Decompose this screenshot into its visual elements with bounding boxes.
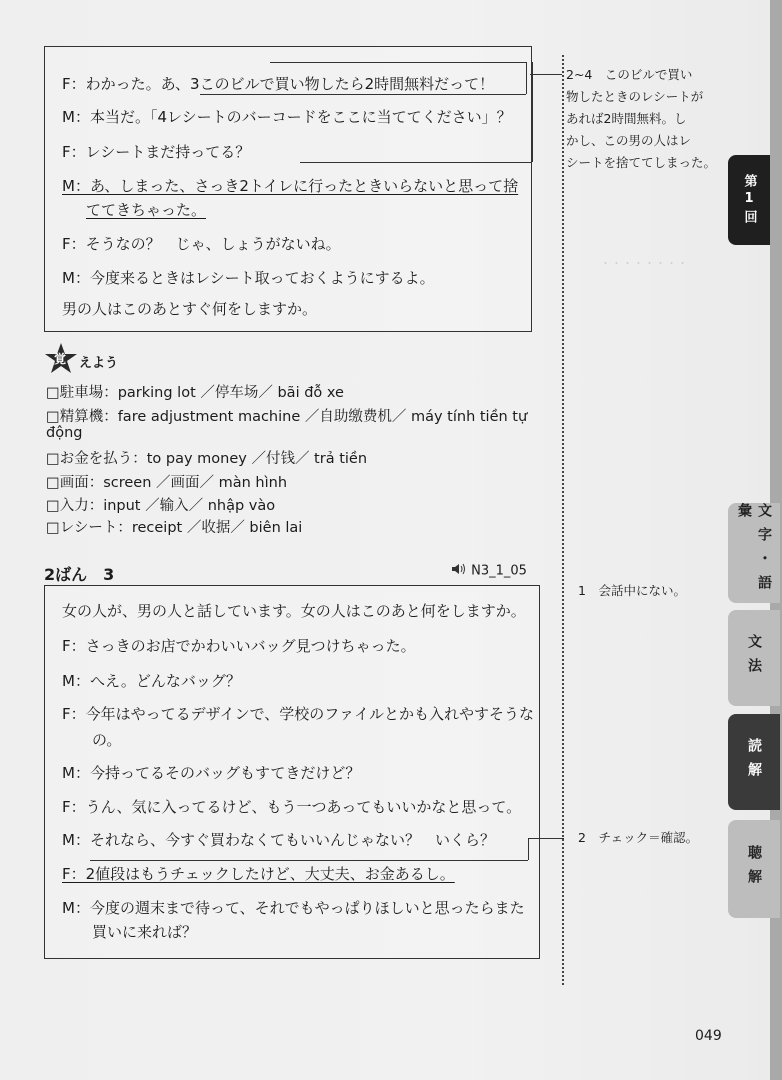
dialog-line: M：へえ。どんなバッグ？: [62, 672, 241, 690]
note-2: 1 会話中にない。: [578, 583, 686, 598]
dialog-question: 男の人はこのあとすぐ何をしますか。: [62, 300, 318, 318]
dialog-line: F：わかった。あ、3このビルで買い物したら2時間無料だって！: [62, 75, 495, 93]
vocab-item: □レシート：receipt ／收据／ biên lai: [46, 520, 303, 536]
dialog-line: M：今度来るときはレシート取っておくようにするよ。: [62, 269, 435, 287]
note-line: 物したときのレシートが: [566, 89, 704, 104]
tab-dokkai[interactable]: 読解: [728, 714, 780, 810]
dialog-line: F：うん、気に入ってるけど、もう一つあってもいいかなと思って。: [62, 798, 522, 816]
connector-line: [528, 838, 529, 860]
connector-line: [270, 62, 526, 63]
dialog-intro: 女の人が、男の人と話しています。女の人はこのあと何をしますか。: [62, 602, 526, 620]
connector-line: [300, 162, 532, 163]
note-line: あれば2時間無料。し: [566, 111, 687, 126]
connector-line: [528, 838, 564, 839]
audio-track: [451, 563, 527, 579]
section-title: 2ばん 3: [44, 565, 115, 584]
star-icon: [44, 342, 84, 376]
tab-bunpo[interactable]: 文法: [728, 610, 780, 706]
dialog-line: F：そうなの？ じゃ、しょうがないね。: [62, 235, 341, 253]
dialog-line: F：2値段はもうチェックしたけど、大丈夫、お金あるし。: [62, 865, 455, 883]
star-label: 覚: [54, 352, 67, 366]
dialog-line: の。: [92, 731, 122, 749]
speaker-icon: [451, 563, 467, 579]
note-line: 2~4 このビルで買い: [566, 67, 693, 82]
dialog-line: 買いに来れば？: [92, 923, 198, 941]
vocab-heading: えよう: [79, 356, 119, 371]
page-number: 049: [695, 1028, 722, 1044]
note-line: シートを捨ててしまった。: [566, 155, 717, 170]
dialog-line: F：レシートまだ持ってる？: [62, 143, 251, 161]
dialog-line: F：さっきのお店でかわいいバッグ見つけちゃった。: [62, 637, 416, 655]
showthrough-text: ・・・・・・・・: [600, 257, 688, 270]
vocab-item: động: [46, 425, 83, 441]
tab-choukai[interactable]: 聴解: [728, 820, 780, 918]
separator-line: [562, 55, 564, 985]
vocab-item: □お金を払う：to pay money ／付钱／ trả tiền: [46, 451, 368, 467]
connector-line: [90, 860, 528, 861]
connector-line: [532, 62, 533, 162]
dialog-1: [62, 60, 532, 330]
note-line: かし、この男の人はレ: [566, 133, 692, 148]
connector-line: [530, 74, 562, 75]
note-3: 2 チェック＝確認。: [578, 830, 699, 845]
vocab-item: □精算機：fare adjustment machine ／自助缴费机／ máy tính tiền tự: [46, 409, 528, 425]
dialog-line: M：今度の週末まで待って、それでもやっぱりほしいと思ったらまた: [62, 899, 525, 917]
tab-moji-goi[interactable]: 文字・語彙: [728, 503, 780, 603]
dialog-2: [62, 598, 536, 948]
dialog-line: F：今年はやってるデザインで、学校のファイルとかも入れやすそうな: [62, 705, 534, 723]
dialog-line: M：それなら、今すぐ買わなくてもいいんじゃない？ いくら？: [62, 831, 495, 849]
dialog-line: M：本当だ。「4レシートのバーコードをここに当ててください」？: [62, 108, 512, 126]
note-1: [566, 64, 726, 174]
dialog-line: M：あ、しまった、さっき2トイレに行ったときいらないと思って捨: [62, 177, 519, 195]
dialog-line: ててきちゃった。: [86, 201, 207, 219]
vocab-item: □駐車場：parking lot ／停车场／ bãi đỗ xe: [46, 385, 344, 401]
vocab-item: □画面：screen ／画面／ màn hình: [46, 475, 288, 491]
dialog-line: M：今持ってるそのバッグもすてきだけど？: [62, 764, 361, 782]
connector-line: [200, 94, 526, 95]
vocab-item: □入力：input ／输入／ nhập vào: [46, 498, 276, 514]
tab-chapter[interactable]: 第1回: [728, 155, 770, 245]
connector-line: [526, 62, 527, 94]
audio-label: N3_1_05: [471, 563, 527, 579]
